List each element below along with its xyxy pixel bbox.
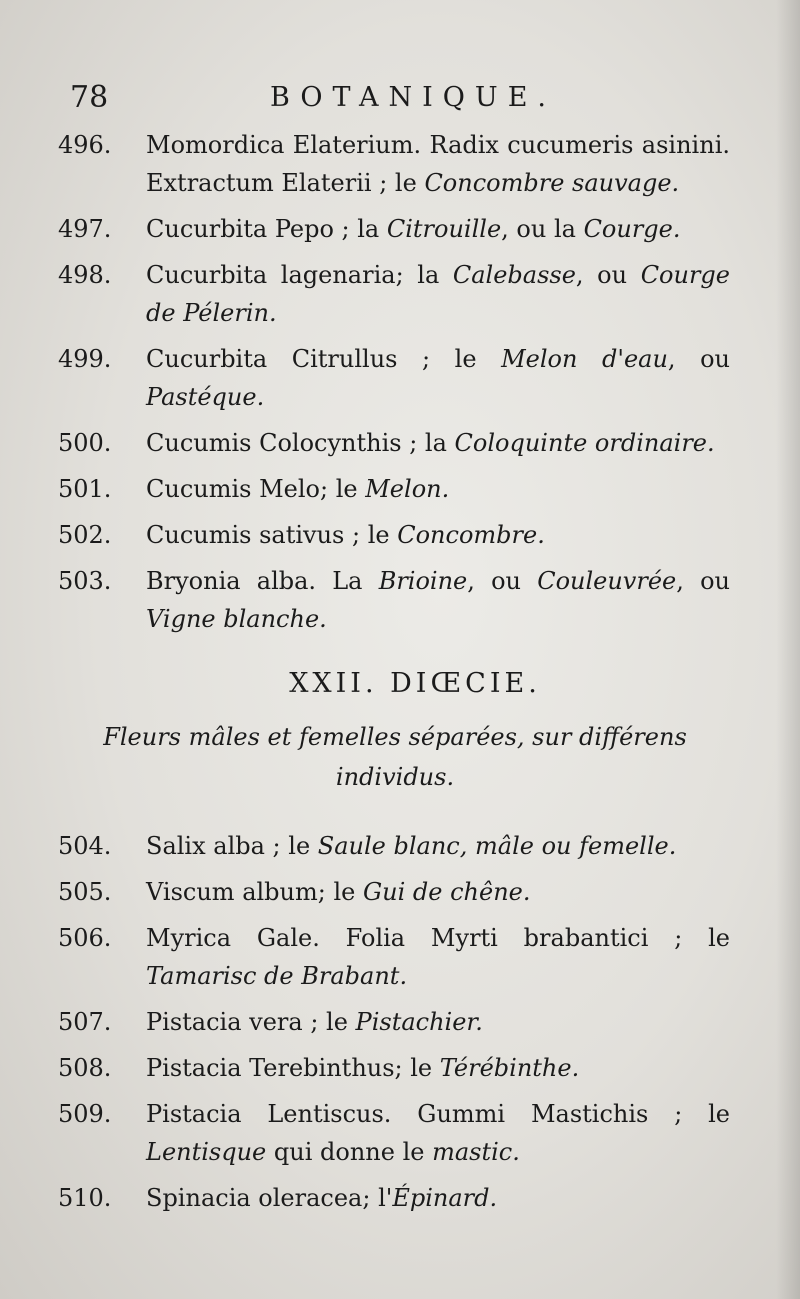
list-item (40, 1003, 730, 1041)
entry-text (146, 562, 730, 638)
section-subtitle: Fleurs mâles et femelles séparées, sur différens individus. (103, 723, 687, 791)
entry-number: 503. (58, 567, 112, 595)
french-name: Concombre sauvage. (424, 169, 680, 197)
entry-text (146, 1003, 730, 1041)
latin-name: , ou (676, 567, 730, 595)
french-name: Couleuvrée (537, 567, 677, 595)
french-name: Melon d'eau (501, 345, 668, 373)
french-name: Vigne blanche. (146, 605, 327, 633)
entry-text (146, 424, 730, 462)
entry-list (40, 126, 730, 1225)
french-name: Térébinthe. (439, 1054, 580, 1082)
latin-name: Myrica Gale. Folia Myrti brabantici ; le (146, 924, 730, 952)
page-header (70, 80, 590, 120)
entry-text (146, 470, 730, 508)
entry-text (146, 516, 730, 554)
french-name: Saule blanc, mâle ou femelle. (317, 832, 677, 860)
french-name: Brioine (378, 567, 468, 595)
entry-list-bottom (40, 827, 730, 1217)
latin-name: Pistacia Terebinthus; le (146, 1054, 440, 1082)
section-heading: XXII. DIŒCIE. (289, 668, 541, 699)
latin-name: qui donne le (266, 1138, 433, 1166)
latin-name: Viscum album; le (146, 878, 363, 906)
latin-name: Momordica Elaterium. Radix cucumeris asinini. Extractum Elaterii ; le (146, 131, 730, 197)
entry-number: 504. (58, 832, 112, 860)
latin-name: Pistacia Lentiscus. Gummi Mastichis ; le (146, 1100, 730, 1128)
list-item (40, 1095, 730, 1171)
entry-text (146, 919, 730, 995)
french-name: Courge. (583, 215, 681, 243)
french-name: Melon. (365, 475, 450, 503)
list-item (40, 562, 730, 638)
french-name: Tamarisc de Brabant. (146, 962, 408, 990)
list-item (40, 516, 730, 554)
entry-number: 508. (58, 1054, 112, 1082)
french-name: Courge de Pélerin. (146, 261, 730, 327)
latin-name: , ou la (501, 215, 584, 243)
entry-text (146, 1095, 730, 1171)
list-item (40, 126, 730, 202)
list-item (40, 873, 730, 911)
entry-number: 505. (58, 878, 112, 906)
entry-number: 509. (58, 1100, 112, 1128)
entry-number: 498. (58, 261, 112, 289)
entry-text (146, 1179, 730, 1217)
entry-number: 496. (58, 131, 112, 159)
latin-name: Cucumis sativus ; le (146, 521, 398, 549)
entry-number: 507. (58, 1008, 112, 1036)
entry-number: 502. (58, 521, 112, 549)
page-gutter-shadow (776, 0, 800, 1299)
list-item (40, 1179, 730, 1217)
french-name: Lentisque (146, 1138, 267, 1166)
entry-number: 497. (58, 215, 112, 243)
french-name: Pastéque. (146, 383, 265, 411)
page-number: 78 (70, 80, 109, 115)
latin-name: , ou (467, 567, 538, 595)
latin-name: Cucumis Melo; le (146, 475, 366, 503)
entry-text (146, 126, 730, 202)
latin-name: , ou (575, 261, 641, 289)
entry-text (146, 210, 730, 248)
entry-number: 501. (58, 475, 112, 503)
latin-name: Cucumis Colocynthis ; la (146, 429, 455, 457)
entry-number: 499. (58, 345, 112, 373)
running-title: BOTANIQUE. (270, 82, 556, 113)
list-item (40, 827, 730, 865)
list-item (40, 256, 730, 332)
list-item (40, 210, 730, 248)
entry-text (146, 873, 730, 911)
french-name: mastic. (432, 1138, 520, 1166)
entry-number: 500. (58, 429, 112, 457)
entry-text (146, 256, 730, 332)
list-item (40, 340, 730, 416)
list-item (40, 919, 730, 995)
french-name: Citrouille (386, 215, 502, 243)
list-item (40, 470, 730, 508)
latin-name: Cucurbita lagenaria; la (146, 261, 453, 289)
french-name: Coloquinte ordinaire. (454, 429, 715, 457)
entry-number: 510. (58, 1184, 112, 1212)
entry-list-top (40, 126, 730, 638)
entry-number: 506. (58, 924, 112, 952)
latin-name: Cucurbita Pepo ; la (146, 215, 387, 243)
french-name: Concombre. (397, 521, 545, 549)
french-name: Gui de chêne. (362, 878, 531, 906)
latin-name: , ou (667, 345, 731, 373)
entry-text (146, 827, 730, 865)
entry-text (146, 1049, 730, 1087)
latin-name: Spinacia oleracea; l' (146, 1184, 393, 1212)
latin-name: Bryonia alba. La (146, 567, 379, 595)
list-item (40, 424, 730, 462)
latin-name: Salix alba ; le (146, 832, 318, 860)
list-item (40, 1049, 730, 1087)
latin-name: Cucurbita Citrullus ; le (146, 345, 502, 373)
french-name: Calebasse (452, 261, 576, 289)
french-name: Épinard. (392, 1184, 498, 1212)
latin-name: Pistacia vera ; le (146, 1008, 356, 1036)
entry-text (146, 340, 730, 416)
french-name: Pistachier. (355, 1008, 483, 1036)
